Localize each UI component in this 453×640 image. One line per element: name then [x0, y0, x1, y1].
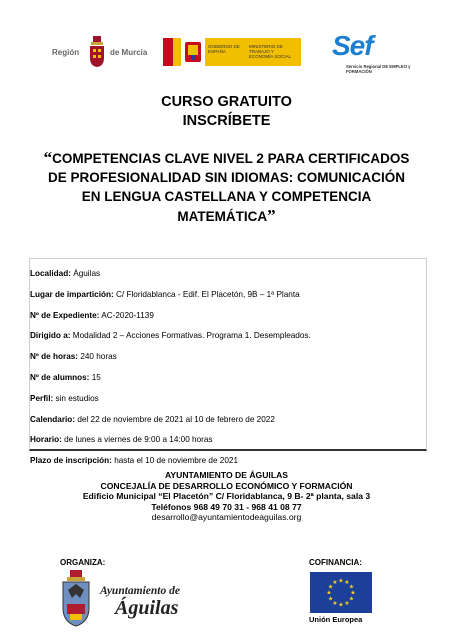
info-value: sin estudios: [55, 393, 99, 403]
info-row: [30, 311, 154, 320]
course-name-text: COMPETENCIAS CLAVE NIVEL 2 PARA CERTIFICADOS DE PROFESIONALIDAD SIN IDIOMAS: COMUNICACIÓN EN LENGUA CASTELLANA Y COMPETENCIA MATEMÁTICA: [47, 151, 410, 224]
info-label: Perfil:: [30, 393, 54, 403]
title-line-1: CURSO GRATUITO: [161, 94, 292, 110]
sef-logo: Sef: [332, 30, 373, 61]
info-row: [30, 269, 100, 278]
aguilas-logo-line-1: Ayuntamiento de: [100, 585, 180, 597]
info-row: [30, 394, 99, 403]
info-value: Águilas: [73, 269, 101, 278]
eu-text: Unión Europea: [309, 615, 363, 624]
aguilas-logo-line-2: Águilas: [115, 597, 179, 619]
info-label: Horario:: [30, 435, 62, 445]
eu-star-icon: ★: [344, 580, 350, 587]
eu-star-icon: ★: [344, 600, 350, 607]
eu-star-icon: ★: [327, 584, 334, 591]
open-quote: “: [43, 148, 53, 167]
info-label: Plazo de inscripción:: [30, 456, 112, 466]
ministerio-text: MINISTERIO DE TRABAJO Y ECONOMÍA SOCIAL: [249, 44, 292, 59]
info-label: Localidad:: [30, 269, 71, 278]
title-line-2: INSCRÍBETE: [182, 113, 271, 129]
eu-star-icon: ★: [350, 590, 356, 597]
info-row: [30, 456, 238, 465]
info-row: [30, 373, 101, 382]
gobierno-text: GOBIERNO DE ESPAÑA: [208, 44, 240, 54]
eu-star-icon: ★: [338, 578, 344, 585]
info-value: Modalidad 2 – Acciones Formativas. Programa 1. Desempleados.: [72, 331, 311, 341]
gobierno-espana-logo: [163, 38, 301, 66]
info-value: del 22 de noviembre de 2021 al 10 de febrero de 2022: [77, 414, 275, 424]
info-value: 240 horas: [80, 352, 117, 362]
info-row: [30, 435, 213, 444]
info-label: Lugar de impartición:: [30, 289, 114, 299]
info-value: C/ Floridablanca - Edif. El Placetón, 9B – 1ª Planta: [115, 289, 300, 299]
aguilas-crest-icon: [60, 570, 92, 628]
eu-star-icon: ★: [338, 602, 344, 609]
info-label: Nº de alumnos:: [30, 373, 90, 382]
eu-star-icon: ★: [327, 596, 334, 603]
info-row: [30, 415, 275, 424]
murcia-logo-text-left: Región: [52, 48, 80, 57]
course-name: [40, 148, 413, 226]
footer-line-4: Teléfonos 968 49 70 31 - 968 41 08 77: [151, 501, 302, 512]
eu-star-icon: ★: [326, 590, 332, 597]
info-label: Calendario:: [30, 414, 76, 424]
contact-footer: [0, 470, 453, 523]
murcia-logo-text-right: de Murcia: [110, 48, 148, 57]
footer-line-3: Edificio Municipal “El Placetón” C/ Floridablanca, 9 B- 2ª planta, sala 3: [82, 491, 371, 501]
info-row: [30, 352, 117, 361]
contact-email[interactable]: desarrollo@ayuntamientodeaguilas.org: [151, 512, 302, 522]
info-value: de lunes a viernes de 9:00 a 14:00 horas: [64, 435, 213, 445]
info-value: hasta el 10 de noviembre de 2021: [114, 456, 238, 466]
info-label: Nº de horas:: [30, 352, 79, 362]
eu-star-icon: ★: [348, 584, 355, 591]
info-label: Nº de Expediente:: [30, 310, 100, 320]
info-label: Dirigido a:: [30, 331, 71, 341]
info-row: [30, 290, 300, 299]
footer-line-1: AYUNTAMIENTO DE ÁGUILAS: [164, 470, 289, 480]
cofinancia-label: COFINANCIA:: [309, 558, 362, 567]
eu-star-icon: ★: [332, 580, 338, 587]
region-murcia-logo: [52, 34, 152, 70]
murcia-crest-icon: [88, 36, 106, 68]
eu-star-icon: ★: [332, 600, 338, 607]
footer-line-2: CONCEJALÍA DE DESARROLLO ECONÓMICO Y FORMACIÓN: [100, 480, 353, 491]
close-quote: ”: [267, 206, 276, 225]
organiza-label: ORGANIZA:: [60, 558, 106, 567]
eu-flag-icon: [310, 572, 372, 613]
info-value: AC-2020-1139: [101, 310, 154, 320]
page-title: [0, 93, 453, 131]
sef-subtitle: Servicio Regional DE EMPLEO y FORMACIÓN: [346, 64, 411, 74]
spain-coat-of-arms-icon: [183, 40, 203, 64]
info-value: 15: [91, 373, 101, 382]
info-row: [30, 331, 311, 340]
eu-star-icon: ★: [348, 596, 355, 603]
